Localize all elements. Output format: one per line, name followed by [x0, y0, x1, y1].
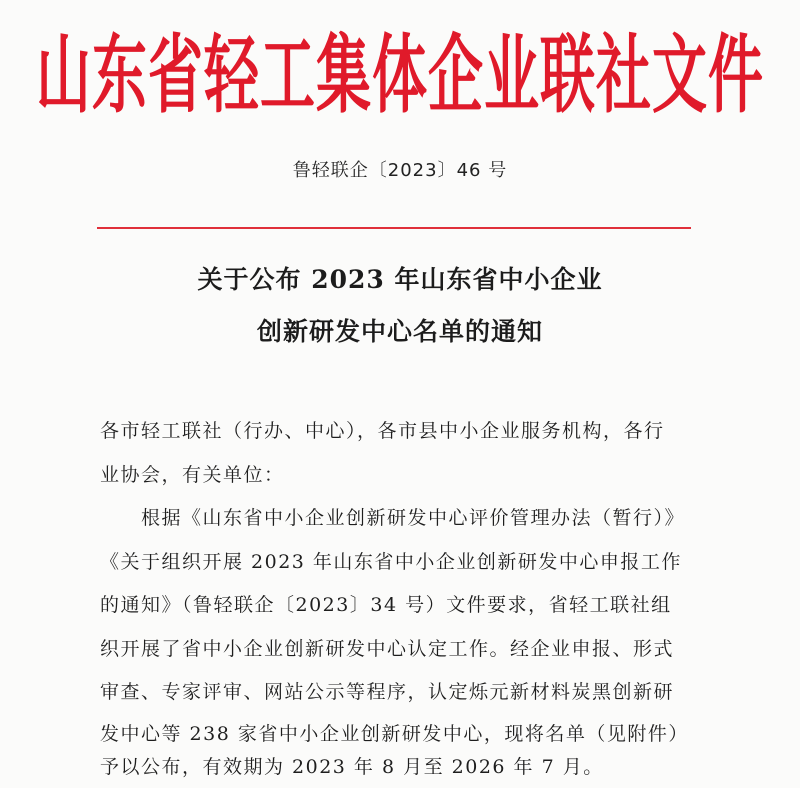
body-line: 予以公布，有效期为 2023 年 8 月至 2026 年 7 月。	[100, 756, 604, 778]
org-header-title: 山东省轻工集体企业联社文件	[35, 23, 764, 125]
body-line: 各市轻工联社（行办、中心），各市县中小企业服务机构，各行	[100, 420, 665, 442]
red-divider-line	[97, 227, 691, 229]
document-number: 鲁轻联企〔2023〕46 号	[292, 160, 508, 181]
body-line: 业协会，有关单位：	[100, 464, 285, 486]
notice-title-line-1: 关于公布 2023 年山东省中小企业	[197, 265, 603, 294]
body-line: 的通知》（鲁轻联企〔2023〕34 号）文件要求，省轻工联社组	[100, 594, 672, 616]
body-line: 根据《山东省中小企业创新研发中心评价管理办法（暂行）》	[100, 507, 686, 529]
body-line: 《关于组织开展 2023 年山东省中小企业创新研发中心申报工作	[100, 551, 682, 573]
body-line: 审查、专家评审、网站公示等程序，认定烁元新材料炭黑创新研	[100, 681, 675, 703]
body-line: 织开展了省中小企业创新研发中心认定工作。经企业申报、形式	[100, 638, 675, 660]
body-line: 发中心等 238 家省中小企业创新研发中心，现将名单（见附件）	[100, 723, 689, 745]
notice-title-line-2: 创新研发中心名单的通知	[256, 317, 543, 346]
